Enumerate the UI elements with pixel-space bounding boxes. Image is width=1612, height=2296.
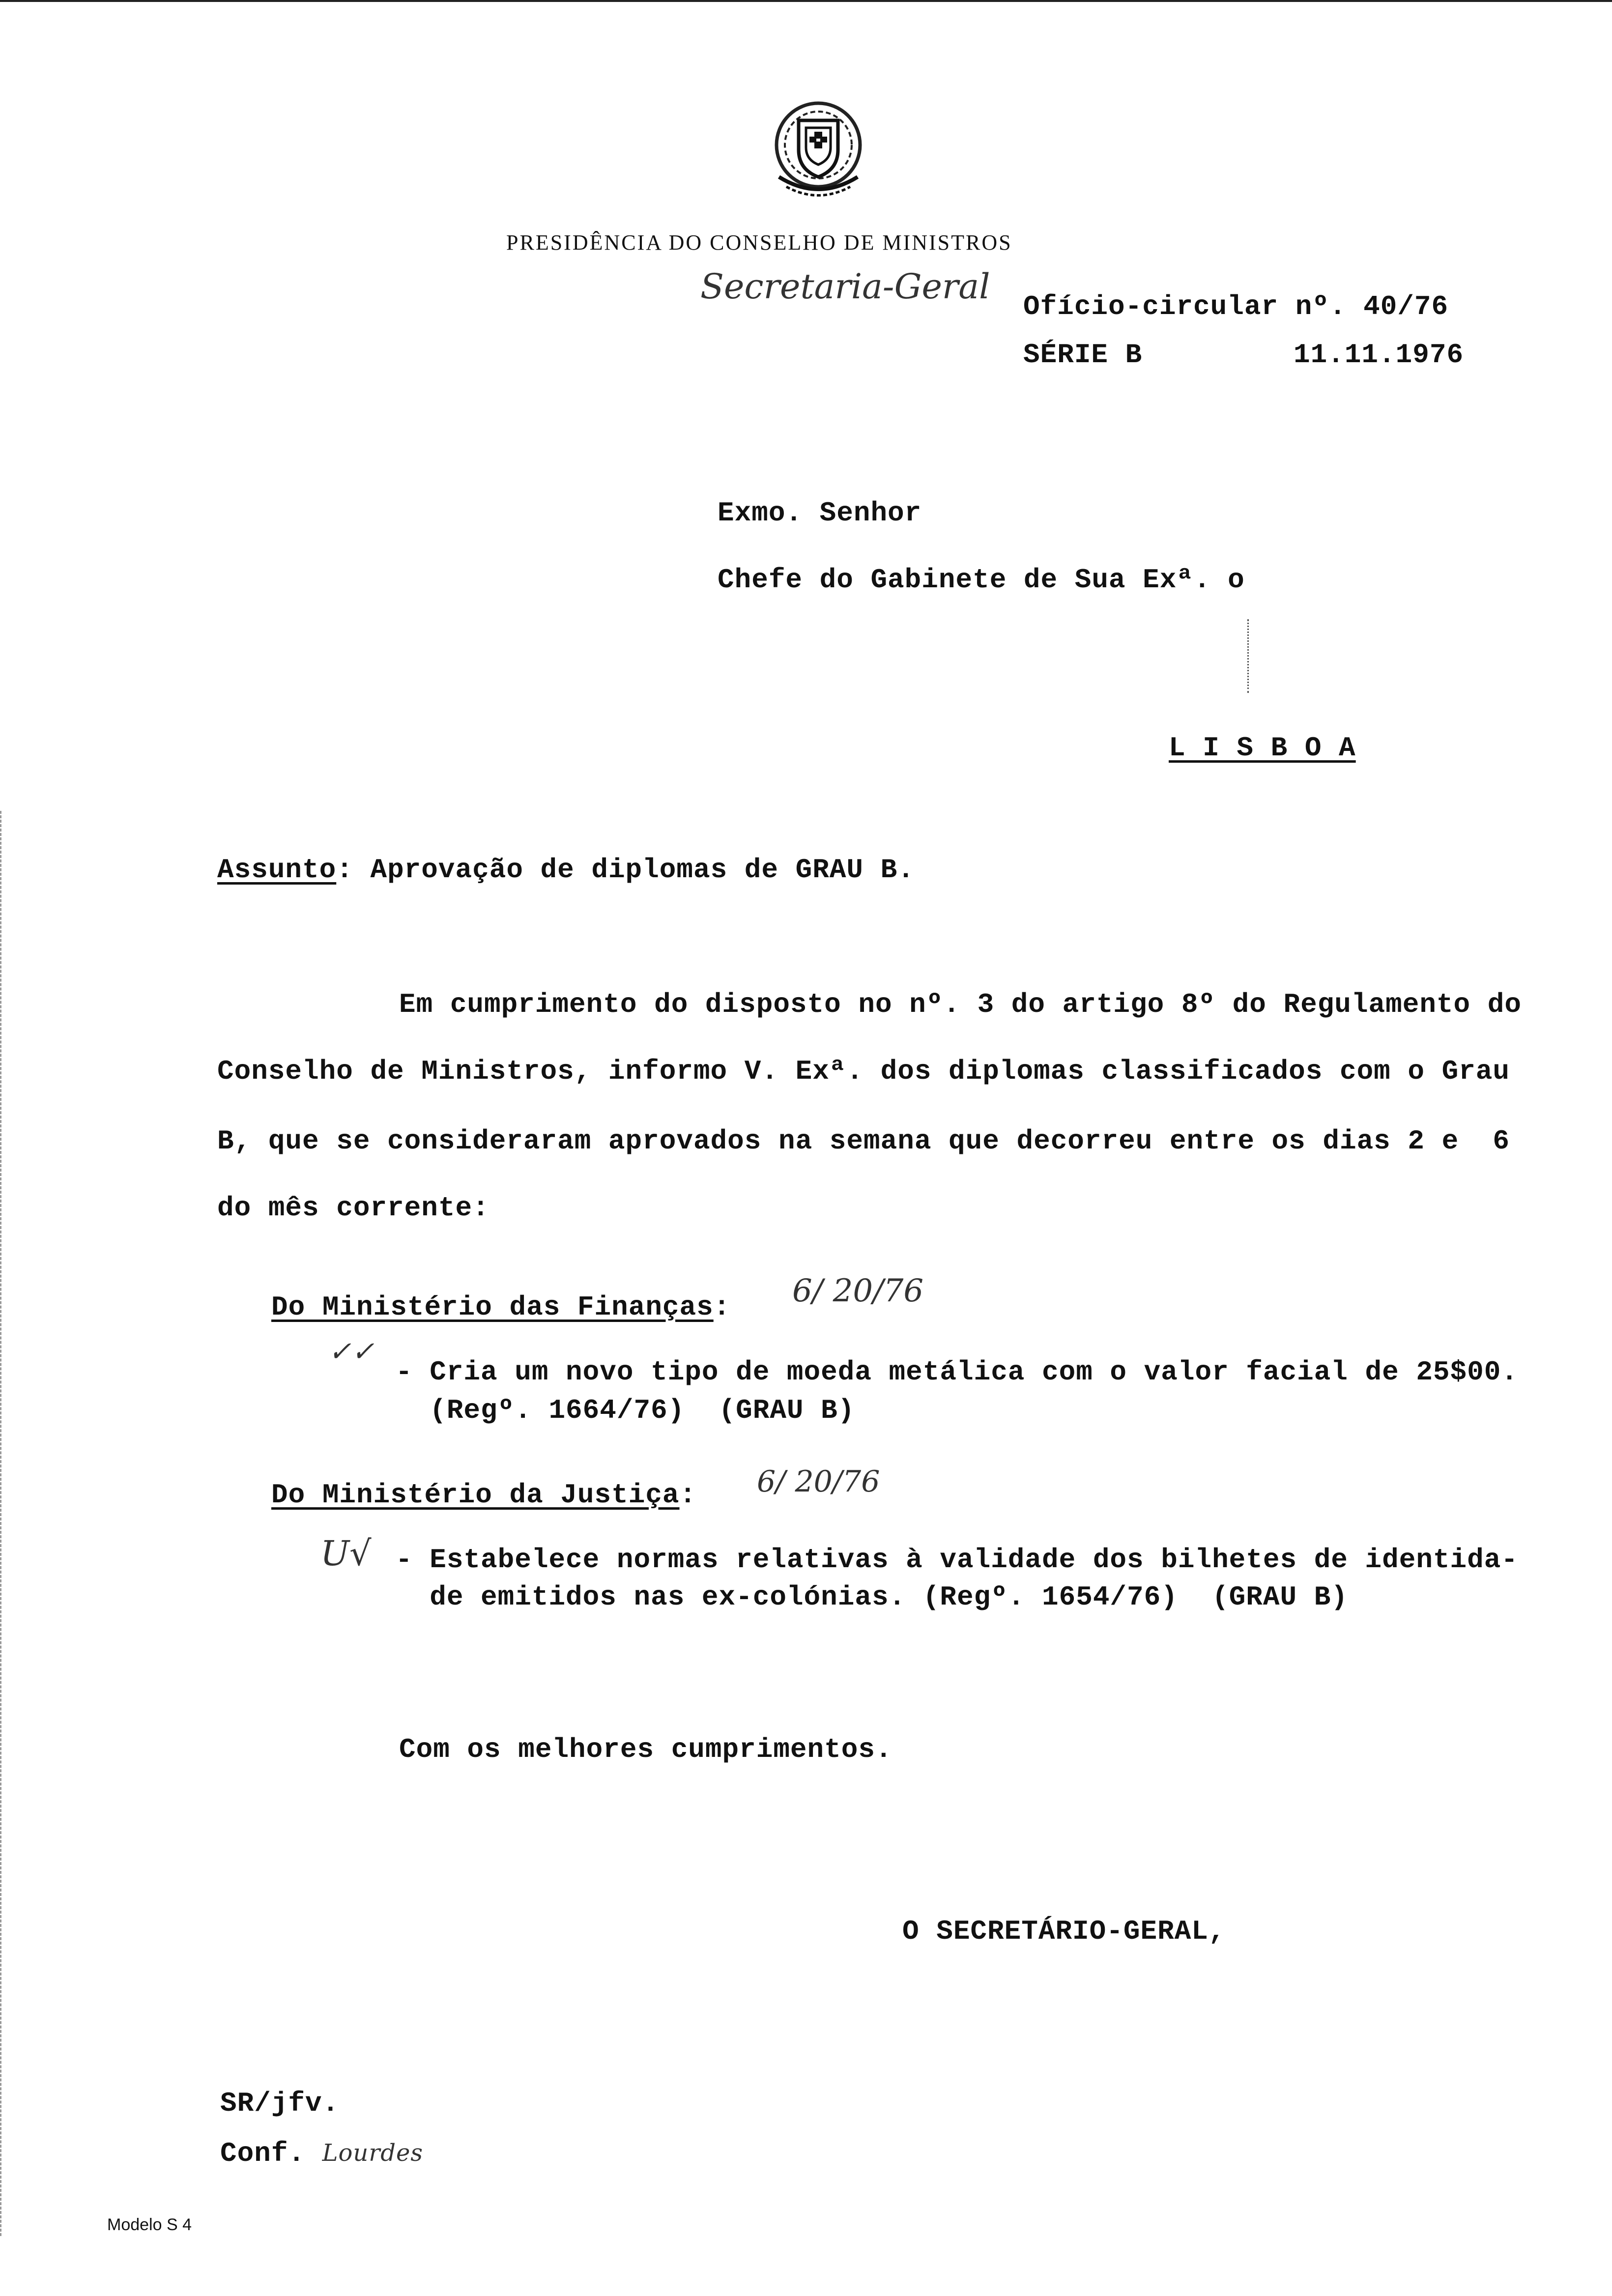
body-line-3: B, que se consideraram aprovados na semana que decorreu entre os dias 2 e 6 xyxy=(217,1125,1510,1157)
justice-item-line-1: - Estabelece normas relativas à validade dos bilhetes de identida- xyxy=(396,1544,1518,1576)
typist-initials: SR/jfv. xyxy=(220,2088,340,2119)
left-margin-marks xyxy=(0,811,6,2236)
finance-check-mark: ✓✓ xyxy=(328,1336,374,1368)
finance-item-line-1: - Cria um novo tipo de moeda metálica com o valor facial de 25$00. xyxy=(396,1356,1518,1388)
finance-item-line-2: (Regº. 1664/76) (GRAU B) xyxy=(396,1395,855,1426)
section-justice-colon: : xyxy=(679,1479,697,1511)
conf-label: Conf. xyxy=(220,2138,306,2169)
pencil-mark xyxy=(1247,619,1251,693)
subject-text: Aprovação de diplomas de GRAU B. xyxy=(370,854,915,886)
section-finance-heading xyxy=(271,1292,730,1323)
justice-item-line-2: de emitidos nas ex-colónias. (Regº. 1654/76) (GRAU B) xyxy=(396,1581,1348,1613)
subject-separator: : xyxy=(336,854,353,886)
conf-line xyxy=(220,2138,423,2169)
finance-handwritten-note: 6/ 20/76 xyxy=(792,1273,924,1309)
closing-phrase: Com os melhores cumprimentos. xyxy=(399,1734,892,1765)
document-date: 11.11.1976 xyxy=(1294,339,1464,371)
body-line-1: Em cumprimento do disposto no nº. 3 do artigo 8º do Regulamento do xyxy=(399,989,1522,1020)
body-line-4: do mês corrente: xyxy=(217,1192,489,1224)
series-label: SÉRIE B xyxy=(1023,339,1143,371)
salutation: Exmo. Senhor xyxy=(718,497,922,529)
city: L I S B O A xyxy=(1169,732,1356,764)
section-justice-title: Do Ministério da Justiça xyxy=(271,1479,680,1511)
section-justice-heading xyxy=(271,1479,696,1511)
model-label: Modelo S 4 xyxy=(107,2215,192,2234)
section-finance-colon: : xyxy=(713,1292,731,1323)
department-script: Secretaria-Geral xyxy=(700,266,990,307)
section-finance-title: Do Ministério das Finanças xyxy=(271,1292,714,1323)
signature-title: O SECRETÁRIO-GERAL, xyxy=(902,1916,1226,1947)
top-border xyxy=(0,0,1612,6)
justice-handwritten-note: 6/ 20/76 xyxy=(757,1464,880,1499)
body-line-2: Conselho de Ministros, informo V. Exª. dos diplomas classificados com o Grau xyxy=(217,1056,1510,1087)
circular-number: Ofício-circular nº. 40/76 xyxy=(1023,291,1449,322)
subject-line xyxy=(217,854,915,886)
institution-heading: PRESIDÊNCIA DO CONSELHO DE MINISTROS xyxy=(506,230,1012,255)
justice-check-mark: U√ xyxy=(320,1533,372,1574)
conf-signature: Lourdes xyxy=(322,2139,424,2167)
coat-of-arms-emblem xyxy=(764,93,872,206)
addressee-title: Chefe do Gabinete de Sua Exª. o xyxy=(718,564,1245,596)
subject-label: Assunto xyxy=(217,854,337,886)
